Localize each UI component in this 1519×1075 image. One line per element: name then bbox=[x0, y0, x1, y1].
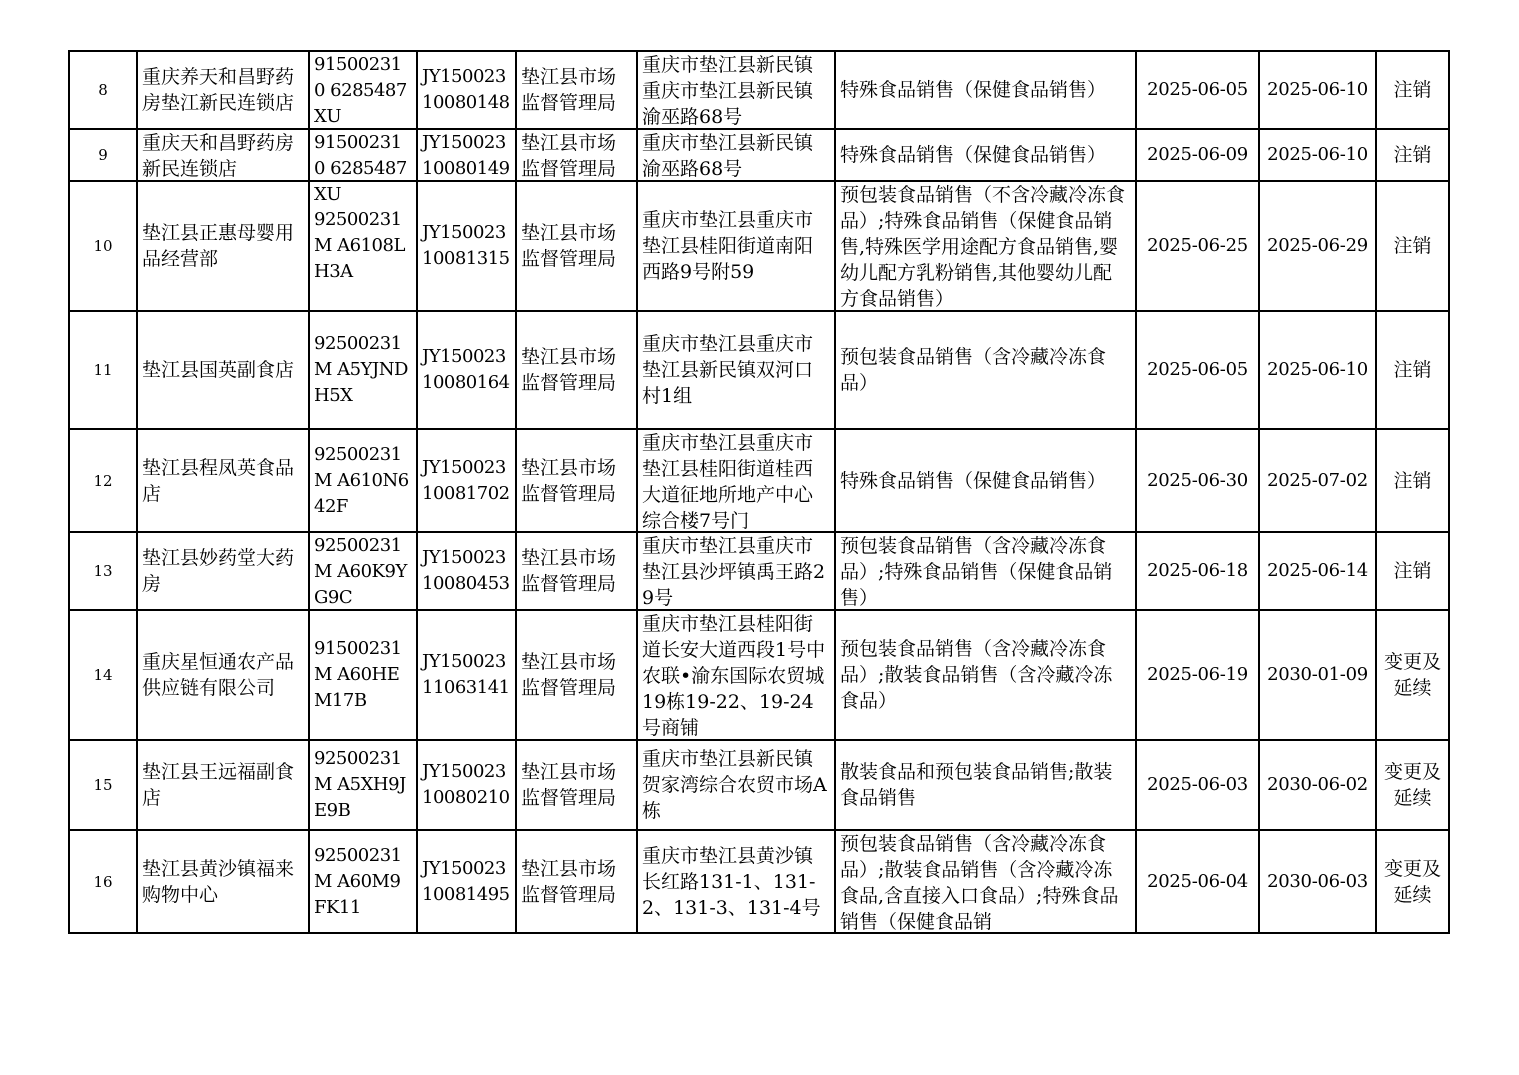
license-table bbox=[68, 50, 1450, 934]
effective-date-text: 2025-06-29 bbox=[1267, 235, 1368, 256]
business-name-text: 垫江县正惠母婴用品经营部 bbox=[142, 222, 295, 270]
effective-date-text: 2025-06-10 bbox=[1267, 359, 1368, 380]
status-cell bbox=[1376, 181, 1449, 311]
business-scope bbox=[835, 740, 1136, 830]
credit-code bbox=[309, 429, 417, 532]
row-number bbox=[69, 129, 137, 181]
row-number bbox=[69, 311, 137, 429]
issuing-authority bbox=[516, 429, 637, 532]
status-cell bbox=[1376, 129, 1449, 181]
license-number-text: JY150023 10080210 bbox=[422, 761, 510, 808]
table-row bbox=[69, 740, 1449, 830]
effective-date-text: 2025-06-14 bbox=[1267, 560, 1368, 581]
credit-code-text: 92500231M A60M9FK11 bbox=[314, 844, 402, 918]
credit-code-text: 92500231M A610N642F bbox=[314, 443, 409, 517]
credit-code-text: 92500231M A5XH9JE9B bbox=[314, 748, 406, 821]
license-number-text: JY150023 10080453 bbox=[422, 547, 510, 594]
row-number bbox=[69, 532, 137, 610]
credit-code-text: 91500231M A60HEM17B bbox=[314, 638, 402, 711]
apply-date-text: 2025-06-05 bbox=[1147, 79, 1248, 100]
license-number bbox=[417, 181, 516, 311]
apply-date bbox=[1136, 311, 1259, 429]
business-scope-text: 特殊食品销售（保健食品销售） bbox=[840, 79, 1107, 101]
issuing-authority-text: 垫江县市场监督管理局 bbox=[521, 651, 617, 699]
issuing-authority bbox=[516, 181, 637, 311]
credit-code-text: 915002310 6285487XU bbox=[314, 132, 407, 205]
issuing-authority-text: 垫江县市场监督管理局 bbox=[521, 346, 617, 394]
license-number-text: JY150023 10080164 bbox=[422, 346, 510, 393]
business-scope-text: 特殊食品销售（保健食品销售） bbox=[840, 469, 1107, 492]
row-number-text: 10 bbox=[93, 237, 113, 255]
row-number-text: 9 bbox=[98, 146, 108, 164]
effective-date bbox=[1259, 51, 1376, 129]
effective-date-text: 2030-01-09 bbox=[1267, 664, 1368, 685]
business-scope bbox=[835, 311, 1136, 429]
effective-date-text: 2030-06-02 bbox=[1267, 774, 1368, 795]
business-address-text: 重庆市垫江县重庆市垫江县沙坪镇禹王路29号 bbox=[642, 535, 826, 609]
business-address-text: 重庆市垫江县新民镇贺家湾综合农贸市场A栋 bbox=[642, 748, 827, 822]
table-row bbox=[69, 610, 1449, 740]
business-scope-text: 预包装食品销售（含冷藏冷冻食品）;散装食品销售（含冷藏冷冻食品,含直接入口食品）;特殊食品销售（保健食品销 bbox=[840, 833, 1119, 933]
status-cell bbox=[1376, 610, 1449, 740]
table-row bbox=[69, 311, 1449, 429]
business-name-text: 垫江县黄沙镇福来购物中心 bbox=[142, 857, 295, 906]
status-cell bbox=[1376, 51, 1449, 129]
credit-code bbox=[309, 532, 417, 610]
status-cell bbox=[1376, 429, 1449, 532]
business-name bbox=[137, 740, 309, 830]
status-cell-text: 注销 bbox=[1393, 469, 1432, 492]
status-cell-text: 变更及延续 bbox=[1383, 651, 1441, 699]
business-scope bbox=[835, 51, 1136, 129]
business-scope bbox=[835, 181, 1136, 311]
business-scope bbox=[835, 429, 1136, 532]
license-number-text: JY150023 10080149 bbox=[422, 132, 510, 179]
issuing-authority-text: 垫江县市场监督管理局 bbox=[521, 66, 617, 114]
business-scope-text: 散装食品和预包装食品销售;散装食品销售 bbox=[840, 761, 1113, 809]
credit-code bbox=[309, 129, 417, 205]
issuing-authority-text: 垫江县市场监督管理局 bbox=[521, 132, 617, 180]
issuing-authority bbox=[516, 532, 637, 610]
business-address bbox=[637, 311, 835, 429]
table-row bbox=[69, 51, 1449, 129]
license-number bbox=[417, 311, 516, 429]
status-cell bbox=[1376, 311, 1449, 429]
row-number-text: 12 bbox=[93, 471, 113, 490]
business-address-text: 重庆市垫江县新民镇渝巫路68号 bbox=[642, 132, 814, 180]
business-name bbox=[137, 610, 309, 740]
business-scope-text: 预包装食品销售（含冷藏冷冻食品） bbox=[840, 346, 1107, 394]
issuing-authority bbox=[516, 610, 637, 740]
issuing-authority bbox=[516, 129, 637, 181]
business-address-text: 重庆市垫江县重庆市垫江县桂阳街道桂西大道征地所地产中心综合楼7号门 bbox=[642, 432, 814, 532]
issuing-authority bbox=[516, 740, 637, 830]
credit-code-text: 915002310 6285487XU bbox=[314, 54, 407, 127]
business-scope-text: 预包装食品销售（不含冷藏冷冻食品）;特殊食品销售（保健食品销售,特殊医学用途配方食品销售,婴幼儿配方乳粉销售,其他婴幼儿配方食品销售） bbox=[840, 184, 1126, 310]
business-address bbox=[637, 830, 835, 933]
apply-date-text: 2025-06-18 bbox=[1147, 560, 1248, 581]
issuing-authority-text: 垫江县市场监督管理局 bbox=[521, 857, 617, 906]
row-number bbox=[69, 51, 137, 129]
credit-code-text: 92500231M A5YJNDH5X bbox=[314, 333, 408, 406]
table-body bbox=[69, 51, 1449, 933]
business-scope bbox=[835, 610, 1136, 740]
apply-date bbox=[1136, 129, 1259, 181]
apply-date-text: 2025-06-03 bbox=[1147, 774, 1248, 795]
apply-date bbox=[1136, 740, 1259, 830]
effective-date bbox=[1259, 429, 1376, 532]
row-number bbox=[69, 610, 137, 740]
license-number bbox=[417, 532, 516, 610]
row-number bbox=[69, 830, 137, 933]
row-number-text: 11 bbox=[93, 361, 113, 379]
table-row bbox=[69, 830, 1449, 933]
business-address bbox=[637, 51, 835, 129]
license-number-text: JY150023 10081315 bbox=[422, 222, 510, 269]
business-name bbox=[137, 129, 309, 181]
issuing-authority-text: 垫江县市场监督管理局 bbox=[521, 761, 617, 809]
license-number-text: JY150023 10080148 bbox=[422, 66, 510, 113]
status-cell-text: 注销 bbox=[1393, 79, 1432, 101]
apply-date bbox=[1136, 181, 1259, 311]
effective-date bbox=[1259, 610, 1376, 740]
issuing-authority bbox=[516, 830, 637, 933]
credit-code bbox=[309, 740, 417, 830]
status-cell bbox=[1376, 830, 1449, 933]
license-number bbox=[417, 610, 516, 740]
effective-date bbox=[1259, 830, 1376, 933]
business-address bbox=[637, 532, 835, 610]
apply-date-text: 2025-06-19 bbox=[1147, 664, 1248, 685]
business-name-text: 垫江县程凤英食品店 bbox=[142, 456, 295, 505]
license-number bbox=[417, 51, 516, 129]
effective-date-text: 2025-06-10 bbox=[1267, 79, 1368, 100]
business-name bbox=[137, 532, 309, 610]
effective-date bbox=[1259, 532, 1376, 610]
business-name bbox=[137, 311, 309, 429]
business-name bbox=[137, 830, 309, 933]
issuing-authority-text: 垫江县市场监督管理局 bbox=[521, 222, 617, 270]
business-scope bbox=[835, 532, 1136, 610]
business-name bbox=[137, 51, 309, 129]
business-name-text: 重庆星恒通农产品供应链有限公司 bbox=[142, 651, 295, 699]
business-name-text: 垫江县妙药堂大药房 bbox=[142, 547, 295, 595]
business-address-text: 重庆市垫江县桂阳街道长安大道西段1号中农联•渝东国际农贸城19栋19-22、19-24号商铺 bbox=[642, 613, 826, 739]
apply-date-text: 2025-06-04 bbox=[1147, 870, 1248, 892]
credit-code bbox=[309, 311, 417, 429]
row-number-text: 16 bbox=[93, 872, 113, 891]
row-number bbox=[69, 740, 137, 830]
row-number-text: 15 bbox=[93, 776, 113, 794]
apply-date-text: 2025-06-25 bbox=[1147, 235, 1248, 256]
table-row bbox=[69, 532, 1449, 610]
license-number bbox=[417, 129, 516, 181]
business-address bbox=[637, 181, 835, 311]
status-cell bbox=[1376, 740, 1449, 830]
license-number bbox=[417, 429, 516, 532]
credit-code bbox=[309, 830, 417, 933]
credit-code bbox=[309, 610, 417, 740]
apply-date bbox=[1136, 51, 1259, 129]
business-name bbox=[137, 429, 309, 532]
row-number-text: 8 bbox=[98, 81, 108, 99]
license-number-text: JY150023 10081702 bbox=[422, 456, 510, 504]
row-number bbox=[69, 429, 137, 532]
status-cell-text: 注销 bbox=[1393, 144, 1432, 166]
credit-code-text: 92500231M A60K9YG9C bbox=[314, 535, 407, 608]
effective-date-text: 2025-06-10 bbox=[1267, 144, 1368, 165]
business-address-text: 重庆市垫江县黄沙镇长红路131-1、131-2、131-3、131-4号 bbox=[642, 844, 821, 919]
business-address-text: 重庆市垫江县重庆市垫江县新民镇双河口村1组 bbox=[642, 333, 814, 407]
license-number-text: JY150023 10081495 bbox=[422, 857, 510, 905]
effective-date-text: 2025-07-02 bbox=[1267, 469, 1368, 491]
license-number-text: JY150023 11063141 bbox=[422, 651, 510, 698]
apply-date bbox=[1136, 532, 1259, 610]
effective-date bbox=[1259, 129, 1376, 181]
business-name-text: 垫江县王远福副食店 bbox=[142, 761, 295, 809]
business-scope-text: 预包装食品销售（含冷藏冷冻食品）;散装食品销售（含冷藏冷冻食品） bbox=[840, 638, 1113, 712]
business-address bbox=[637, 740, 835, 830]
issuing-authority-text: 垫江县市场监督管理局 bbox=[521, 547, 617, 595]
license-number bbox=[417, 740, 516, 830]
status-cell-text: 变更及延续 bbox=[1383, 857, 1441, 906]
business-address bbox=[637, 610, 835, 740]
credit-code-text: 92500231M A6108LH3A bbox=[314, 209, 405, 282]
status-cell-text: 变更及延续 bbox=[1383, 761, 1441, 809]
apply-date bbox=[1136, 429, 1259, 532]
license-table-page bbox=[68, 50, 1450, 934]
effective-date bbox=[1259, 740, 1376, 830]
apply-date bbox=[1136, 830, 1259, 933]
business-address bbox=[637, 429, 835, 532]
effective-date bbox=[1259, 181, 1376, 311]
business-scope bbox=[835, 129, 1136, 181]
row-number-text: 14 bbox=[93, 666, 113, 684]
effective-date-text: 2030-06-03 bbox=[1267, 870, 1368, 892]
table-row bbox=[69, 129, 1449, 181]
effective-date bbox=[1259, 311, 1376, 429]
business-name-text: 垫江县国英副食店 bbox=[142, 359, 295, 381]
license-number bbox=[417, 830, 516, 933]
issuing-authority bbox=[516, 51, 637, 129]
table-row bbox=[69, 181, 1449, 311]
business-scope-text: 特殊食品销售（保健食品销售） bbox=[840, 144, 1107, 166]
status-cell-text: 注销 bbox=[1393, 359, 1432, 381]
credit-code bbox=[309, 51, 417, 129]
business-name-text: 重庆天和昌野药房新民连锁店 bbox=[142, 132, 295, 180]
business-scope bbox=[835, 830, 1136, 933]
row-number bbox=[69, 181, 137, 311]
apply-date bbox=[1136, 610, 1259, 740]
business-address-text: 重庆市垫江县新民镇重庆市垫江县新民镇渝巫路68号 bbox=[642, 54, 814, 128]
issuing-authority bbox=[516, 311, 637, 429]
apply-date-text: 2025-06-09 bbox=[1147, 144, 1248, 165]
status-cell bbox=[1376, 532, 1449, 610]
row-number-text: 13 bbox=[93, 562, 113, 580]
business-scope-text: 预包装食品销售（含冷藏冷冻食品）;特殊食品销售（保健食品销售） bbox=[840, 535, 1113, 609]
apply-date-text: 2025-06-30 bbox=[1147, 469, 1248, 491]
business-name bbox=[137, 181, 309, 311]
apply-date-text: 2025-06-05 bbox=[1147, 359, 1248, 380]
business-address-text: 重庆市垫江县重庆市垫江县桂阳街道南阳西路9号附59 bbox=[642, 209, 814, 283]
table-row bbox=[69, 429, 1449, 532]
business-name-text: 重庆养天和昌野药房垫江新民连锁店 bbox=[142, 66, 295, 114]
status-cell-text: 注销 bbox=[1393, 235, 1432, 257]
issuing-authority-text: 垫江县市场监督管理局 bbox=[521, 456, 617, 505]
status-cell-text: 注销 bbox=[1393, 560, 1432, 582]
business-address bbox=[637, 129, 835, 181]
